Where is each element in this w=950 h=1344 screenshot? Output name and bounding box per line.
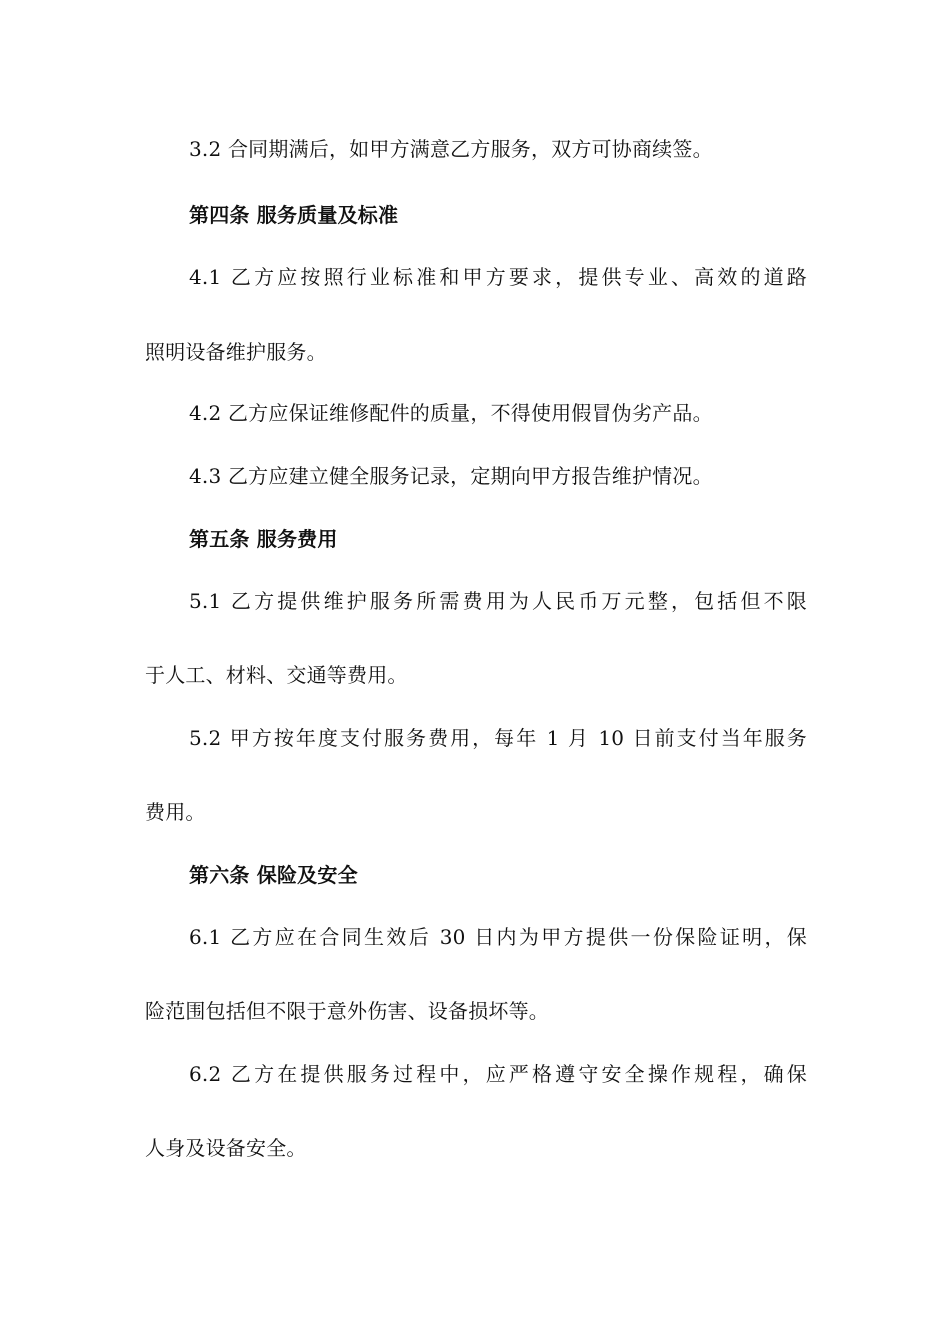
clause-6-1-line-2: 险范围包括但不限于意外伤害、设备损坏等。 [145, 999, 549, 1023]
clause-5-2-line-1: 5.2 甲方按年度支付服务费用，每年 1 月 10 日前支付当年服务 [189, 726, 807, 750]
article-5-heading: 第五条 服务费用 [189, 527, 338, 551]
clause-4-1-line-1: 4.1 乙方应按照行业标准和甲方要求，提供专业、高效的道路 [189, 265, 807, 289]
clause-4-1-line-2: 照明设备维护服务。 [145, 340, 327, 364]
clause-4-2: 4.2 乙方应保证维修配件的质量，不得使用假冒伪劣产品。 [189, 401, 713, 425]
clause-5-1-line-1: 5.1 乙方提供维护服务所需费用为人民币万元整，包括但不限 [189, 589, 807, 613]
clause-6-2-line-2: 人身及设备安全。 [145, 1136, 307, 1160]
clause-6-1-line-1: 6.1 乙方应在合同生效后 30 日内为甲方提供一份保险证明，保 [189, 925, 807, 949]
article-4-heading: 第四条 服务质量及标准 [189, 203, 399, 227]
clause-3-2: 3.2 合同期满后，如甲方满意乙方服务，双方可协商续签。 [189, 137, 713, 161]
article-6-heading: 第六条 保险及安全 [189, 863, 358, 887]
clause-5-1-line-2: 于人工、材料、交通等费用。 [145, 663, 408, 687]
clause-6-2-line-1: 6.2 乙方在提供服务过程中，应严格遵守安全操作规程，确保 [189, 1062, 807, 1086]
clause-5-2-line-2: 费用。 [145, 800, 206, 824]
clause-4-3: 4.3 乙方应建立健全服务记录，定期向甲方报告维护情况。 [189, 464, 713, 488]
